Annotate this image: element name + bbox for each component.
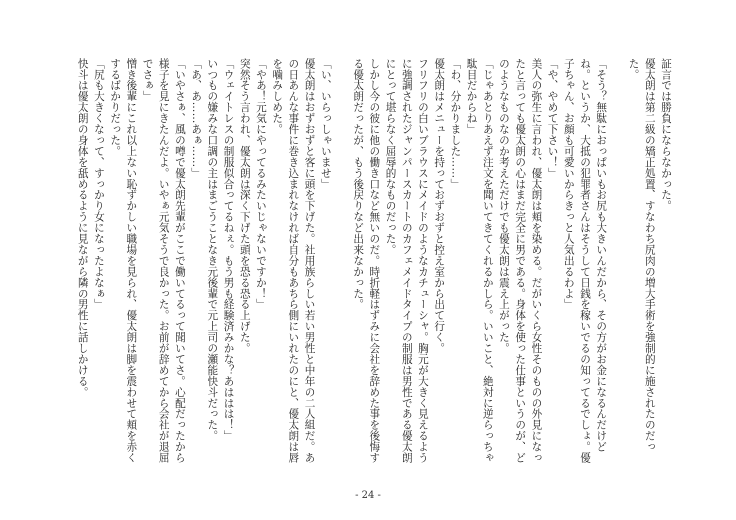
text-paragraph: 優太朗はおずおずと客に頭を下げた。社用族らしい若い男性と中年の二人組だ。あの日あんな事件に巻き込まれなければ自分もあちら側にいれたのにと、優太朗は唇を噛みしめた。 bbox=[271, 58, 316, 464]
text-paragraph: フリフリの白いブラウスにメイドのようなカチューシャ。胸元が大きく見えるように強調されたジャンパースカートのカフェメイドタイプの制服は男性である優太朗にとって堪らなく屈辱的なものだった。 bbox=[384, 58, 429, 464]
text-paragraph: 美人の弥生に言われ、優太朗は頬を染める。だがいくら女性そのものの外見になったと言っても優太朗の心はまだ完全に男である。身体を使った仕事というのが、どのようなものなのか考えただけでも優太朗は震え上がった。 bbox=[497, 58, 543, 464]
text-paragraph: 「そう？無駄におっぱいもお尻も大きいんだから、その方がお金になるんだけどね。というか、大抵の犯罪者さんはそうして日銭を稼いでるの知ってるでしょ。優子ちゃん、お顔も可愛いからきっと人気出るわよ」 bbox=[562, 58, 608, 464]
paragraph-spacer bbox=[334, 58, 350, 59]
vertical-text-body bbox=[54, 58, 674, 468]
text-paragraph: いつもの嫌みな口調の主はまごうことなき元後輩で元上司の瀬能快斗だった。 bbox=[206, 58, 219, 442]
text-paragraph: 突然そう言われ、優太朗は深く下げた頭を恐る恐る上げた。 bbox=[238, 58, 251, 354]
text-paragraph: 「尻も大きくなって、すっかり女になったよなぁ」 bbox=[92, 58, 105, 310]
text-paragraph: 「わ、分かりました……」 bbox=[449, 58, 462, 190]
text-paragraph: 「やあ！元気にやってるみたいじゃないですか！」 bbox=[254, 58, 267, 310]
text-paragraph: 「い、いらっしゃいませ」 bbox=[319, 58, 332, 190]
paragraph-spacer bbox=[609, 58, 625, 59]
text-paragraph: 優太朗はメニューを持っておずおずと控え室から出て行く。 bbox=[433, 58, 446, 354]
text-paragraph: 快斗は優太朗の身体を舐めるように見ながら隣の男性に話しかける。 bbox=[76, 58, 89, 398]
text-paragraph: 「ウェイトレスの制服似合ってるねぇ。もう男も経験済みかな？あははは！」 bbox=[222, 58, 235, 442]
text-paragraph: 「あ、あ……あぁ……」 bbox=[190, 58, 203, 179]
page-number: - 24 - bbox=[355, 490, 381, 501]
text-paragraph: 優太朗は第二級の矯正処置、すなわち尻肉の増大手術を強制的に施されたのだった。 bbox=[627, 58, 656, 453]
text-paragraph: 「や、やめて下さい！」 bbox=[546, 58, 559, 179]
text-paragraph: 憎き後輩にこれ以上ない恥ずかしい職場を見られ、優太朗は脚を震わせて頬を赤くするばかりだった。 bbox=[109, 58, 138, 464]
text-paragraph: 「じゃあとりあえず注文を聞いてきてくれるかしら。いいこと、絶対に逆らっちゃ駄目だからね」 bbox=[465, 58, 494, 464]
text-paragraph: しかし今の彼に他の働き口など無いのだ。時折軽はずみに会社を辞めた事を後悔する優太朗だったが、もう後戻りなど出来なかった。 bbox=[352, 58, 381, 464]
text-paragraph: 「いやさぁ、風の噂で優太朗先輩がここで働いてるって聞いてさ。心配だったから様子を見にきたんだよ。いやぁ元気そうで良かった。お前が辞めてから会社が退屈でさぁ」 bbox=[141, 58, 186, 464]
text-paragraph: 証言では勝負にならなかった。 bbox=[660, 58, 672, 212]
